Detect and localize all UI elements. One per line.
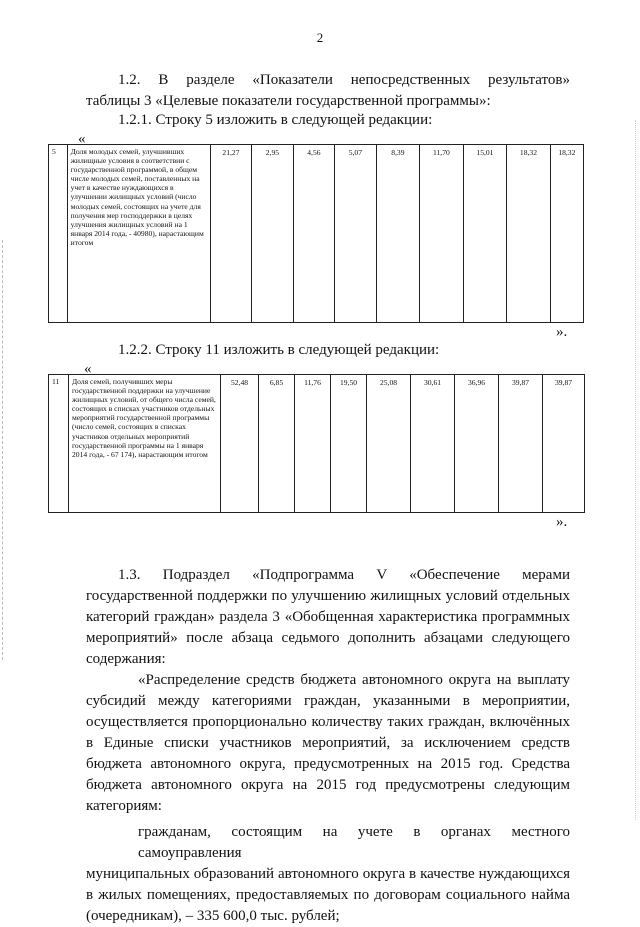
table2-quote-open: « [84,361,92,377]
value-cell: 39,87 [499,375,543,513]
distribution-line6: бюджета автономного округа на 2015 год предусмотрены следующим [86,777,570,793]
value-cell: 15,01 [463,145,507,323]
value-cell: 25,08 [367,375,411,513]
citizens-line2: муниципальных образований автономного округа в качестве нуждающихся [86,866,570,882]
distribution-line4: в Единые списки участников мероприятий, за исключением средств [86,735,570,751]
section-1-2-line2: таблицы 3 «Целевые показатели государственной программы»: [86,93,491,109]
table-row-11 [48,374,585,513]
value-cell: 21,27 [210,145,251,323]
value-cell: 19,50 [331,375,367,513]
distribution-line3: осуществляется пропорционально количеству таких граждан, включённых [86,714,570,730]
page-number: 2 [316,30,324,45]
section-1-3-line4: мероприятий» после абзаца седьмого дополнить абзацами следующего [86,630,570,646]
table1-quote-open: « [78,131,86,147]
section-1-3-line1: 1.3. Подраздел «Подпрограмма V «Обеспечение мерами [118,567,570,583]
value-cell: 18,32 [507,145,551,323]
value-cell: 6,85 [259,375,295,513]
citizens-line1: гражданам, состоящим на учете в органах местного самоуправления [138,824,570,861]
table1-quote-close: ». [556,324,568,340]
section-1-3-line2: государственной поддержки по улучшению жилищных условий отдельных [86,588,570,604]
value-cell: 36,96 [455,375,499,513]
distribution-line1: «Распределение средств бюджета автономного округа на выплату [138,672,570,688]
distribution-line7: категориям: [86,798,162,814]
value-cell: 11,70 [420,145,464,323]
section-1-2-2-heading: 1.2.2. Строку 11 изложить в следующей редакции: [118,342,440,358]
value-cell: 5,07 [335,145,376,323]
right-scan-edge [635,120,637,820]
section-1-3-line5: содержания: [86,651,166,667]
table2-quote-close: ». [556,514,568,530]
paragraph-distribution [86,670,570,817]
section-1-2-1-heading: 1.2.1. Строку 5 изложить в следующей редакции: [118,112,433,128]
distribution-line5: бюджета автономного округа, предусмотренных на 2015 год. Средства [86,756,570,772]
section-1-3 [86,565,570,670]
row-description: Доля семей, получивших меры государственной поддержки на улучшение жилищных условий, от общего числа семей, состоящих в списках участников отдельных мероприятий государственной программы (число семей, состоящих в списках участников отдельных мероприятий государственной программы на 1 января 2014 года, - 67 174), нарастающим итогом [69,375,221,513]
left-scan-edge [2,240,4,660]
value-cell: 52,48 [221,375,259,513]
row-number: 11 [49,375,69,513]
section-1-3-line3: категорий граждан» раздела 3 «Обобщенная характеристика программных [86,609,570,625]
value-cell: 8,39 [376,145,420,323]
paragraph-citizens [86,822,570,927]
value-cell: 11,76 [295,375,331,513]
distribution-line2: субсидий между категориями граждан, указанными в мероприятии, [86,693,570,709]
row-number: 5 [49,145,68,323]
value-cell: 30,61 [411,375,455,513]
section-1-2 [86,70,570,112]
section-1-2-line1: 1.2. В разделе «Показатели непосредственных результатов» [118,72,570,88]
citizens-line3: в жилых помещениях, предоставляемых по договорам социального найма [86,887,570,903]
row-description: Доля молодых семей, улучшивших жилищные условия в соответствии с государственной программой, в общем числе молодых семей, поставленных на учет в качестве нуждающихся в улучшении жилищных условий (число молодых семей, состоящих на учете для получения мер господдержки в целях улучшения жилищных условий на 1 января 2014 года, - 40980), нарастающим итогом [67,145,210,323]
value-cell: 4,56 [293,145,334,323]
value-cell: 39,87 [543,375,585,513]
value-cell: 18,32 [550,145,583,323]
citizens-line4: (очередникам), – 335 600,0 тыс. рублей; [86,908,340,924]
value-cell: 2,95 [252,145,293,323]
table-row-5 [48,144,584,323]
